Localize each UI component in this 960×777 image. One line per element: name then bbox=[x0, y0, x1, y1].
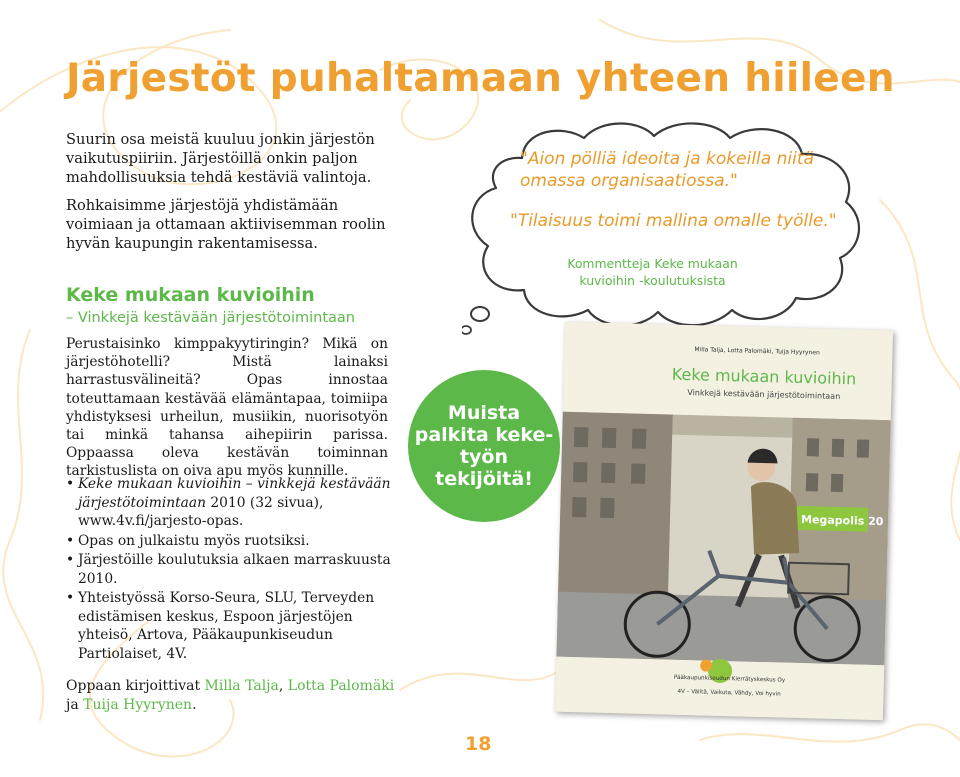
guide-cover-image bbox=[555, 322, 893, 720]
author-separator: ja bbox=[66, 697, 84, 713]
guide-pub-info: 2010 (32 sivua), www.4v.fi/jarjesto-opas. bbox=[78, 494, 324, 529]
guide-heading: Keke mukaan kuvioihin bbox=[66, 284, 315, 306]
list-item: • Järjestöille koulutuksia alkaen marraskuusta 2010. bbox=[66, 551, 396, 588]
cloud-quote-2: "Tilaisuus toimi mallina omalle työlle." bbox=[510, 211, 837, 231]
intro-paragraph-2: Rohkaisimme järjestöjä yhdistämään voimiaan ja ottamaan aktiivisemman roolin hyvän kaupungin rakentamisessa. bbox=[66, 197, 386, 252]
page-number: 18 bbox=[465, 733, 492, 755]
author-name: Milla Talja bbox=[204, 678, 279, 694]
guide-subheading: – Vinkkejä kestävään järjestötoimintaan bbox=[66, 310, 355, 326]
authors-note bbox=[66, 677, 406, 715]
guide-title-italic: Keke mukaan kuvioihin – vinkkejä kestävään järjestötoimintaan bbox=[78, 476, 391, 511]
authors-end: . bbox=[192, 697, 197, 713]
reward-badge bbox=[408, 370, 560, 522]
guide-body-text: Perustaisinko kimppakyytiringin? Mikä on järjestöhotelli? Mistä lainaksi harrastusvälineitä? Opas innostaa toteuttamaan kestävää elämäntapaa, toimiipa yhdistyksesi urheilun, musiikin, nuorisotyön tai minkä tahansa aihepiirin parissa. Oppaassa oleva kestävän toiminnan tarkistuslista on oiva apu myös kunnille. bbox=[66, 336, 388, 480]
cover-tagline: 4V – Välitä, Vaikuta, Vähdy, Voi hyvin bbox=[677, 688, 781, 698]
authors-prefix: Oppaan kirjoittivat bbox=[66, 678, 205, 694]
author-name: Tuija Hyyrynen bbox=[83, 697, 193, 713]
cover-subtitle: Vinkkejä kestävään järjestötoimintaan bbox=[687, 387, 841, 401]
cover-publisher: Pääkaupunkiseudun Kierrätyskeskus Oy bbox=[673, 674, 786, 684]
page-title: Järjestöt puhaltamaan yhteen hiileen bbox=[66, 56, 895, 101]
list-item: • Opas on julkaistu myös ruotsiksi. bbox=[66, 532, 396, 551]
cloud-caption: Kommentteja Keke mukaan kuvioihin -koulutuksista bbox=[567, 256, 738, 288]
author-name: Lotta Palomäki bbox=[287, 678, 395, 694]
cover-title: Keke mukaan kuvioihin bbox=[671, 364, 857, 389]
reward-badge-text: Muista palkita keke-työn tekijöitä! bbox=[414, 402, 554, 490]
list-item bbox=[66, 475, 396, 531]
intro-paragraph-1: Suurin osa meistä kuuluu jonkin järjestön vaikutuspiiriin. Järjestöillä onkin paljon mahdollisuuksia tehdä kestäviä valintoja. bbox=[66, 131, 375, 186]
cover-banner: Megapolis 20 bbox=[800, 513, 884, 529]
list-item: • Yhteistyössä Korso-Seura, SLU, Terveyden edistämisen keskus, Espoon järjestöjen yhteisö, Artova, Pääkaupunkiseudun Partiolaiset, 4V. bbox=[66, 589, 396, 663]
guide-body bbox=[66, 335, 388, 481]
guide-bullet-list bbox=[66, 475, 396, 664]
guide-heading-block bbox=[66, 283, 406, 326]
author-separator: , bbox=[278, 678, 288, 694]
intro-text bbox=[66, 130, 396, 262]
cloud-quote-1: "Aion pölliä ideoita ja kokeilla niitä omassa organisaatiossa." bbox=[520, 149, 814, 191]
cover-authors: Milla Talja, Lotta Palomäki, Tuija Hyyrynen bbox=[694, 346, 820, 357]
